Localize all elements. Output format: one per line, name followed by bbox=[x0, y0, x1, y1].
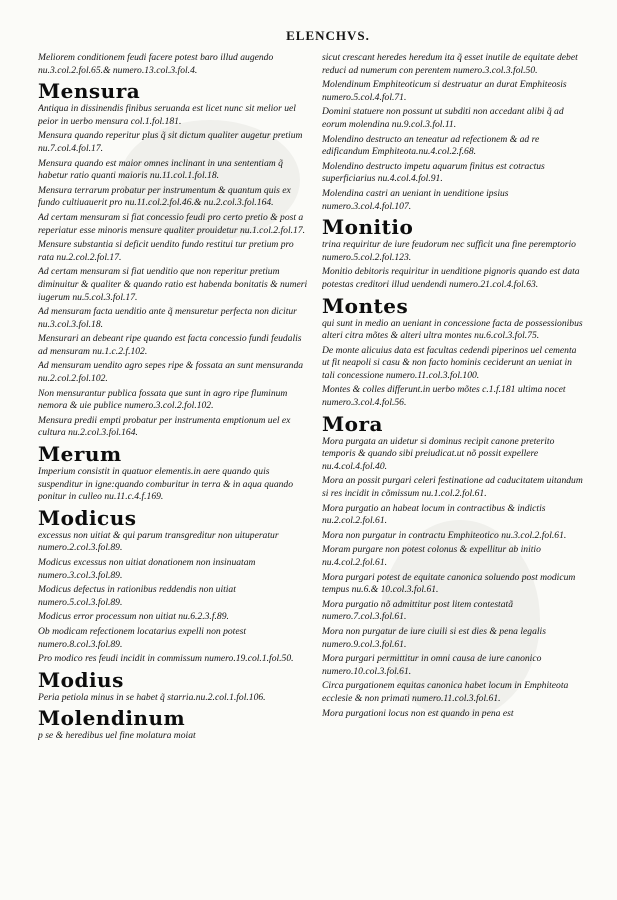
index-entry: Mensurari an debeant ripe quando est facta concessio fundi feudalis ad mensuram nu.1.c.2.f.102. bbox=[38, 333, 302, 357]
index-entry: Ob modicam refectionem locatarius expelli non potest numero.8.col.3.fol.89. bbox=[38, 625, 246, 650]
index-entry: Mora non purgatur de iure ciuili si est dies & pena legalis numero.9.col.3.fol.61. bbox=[322, 625, 546, 650]
index-entry: Mensure substantia si deficit uendito fundo restitui tur pretium pro rata nu.2.col.2.fol.17. bbox=[38, 239, 294, 263]
index-entry: Domini statuere non possunt ut subditi non accedant alibi q̃ ad eorum molendina nu.9.col.3.fol.11. bbox=[322, 106, 564, 130]
index-entry: Pro modico res feudi incidit in commissum numero.19.col.1.fol.50. bbox=[38, 653, 294, 665]
index-lemma: Modicus bbox=[38, 505, 137, 530]
index-entry: excessus non uitiat & qui parum transgreditur non uituperatur numero.2.col.3.fol.89. bbox=[38, 529, 279, 554]
right-column bbox=[322, 52, 584, 852]
index-entry: Molendino destructo an teneatur ad refectionem & ad re edificandum Emphiteota.nu.4.col.2.f.68. bbox=[322, 133, 540, 158]
index-entry: Moram purgare non potest colonus & expellitur ab initio nu.4.col.2.fol.61. bbox=[322, 544, 541, 568]
index-entry: Monitio debitoris requiritur in uenditione pignoris quando est data potestas creditori illud uendendi numero.21.col.4.fol.63. bbox=[322, 266, 580, 290]
index-entry: Meliorem conditionem feudi facere potest baro illud augendo nu.3.col.2.fol.65.& numero.13.col.3.fol.4. bbox=[38, 52, 274, 76]
index-entry: Mora purgationi locus non est quando in pena est bbox=[322, 707, 514, 719]
index-entry: Mensura predii empti probatur per instrumenta emptionum uel ex cultura nu.2.col.3.fol.164. bbox=[38, 414, 291, 439]
index-lemma: Merum bbox=[38, 442, 122, 467]
left-column bbox=[38, 52, 310, 852]
index-entry: Modicus defectus in rationibus reddendis non uitiat numero.5.col.3.fol.89. bbox=[38, 584, 236, 608]
index-entry: trina requiritur de iure feudorum nec sufficit una fine peremptorio numero.5.col.2.fol.123. bbox=[322, 239, 576, 263]
index-entry: Modicus error processum non uitiat nu.6.2.3.f.89. bbox=[38, 611, 229, 623]
index-entry: Peria petiola minus in se habet q̃ starria.nu.2.col.1.fol.106. bbox=[38, 691, 266, 703]
index-entry: Ad mensuram facta uenditio ante q̃ mensuretur perfecta non dicitur nu.3.col.3.fol.18. bbox=[38, 306, 297, 330]
index-entry: qui sunt in medio an ueniant in concessione facta de possessionibus alteri citra mõtes & alteri ultra montes nu.6.col.3.fol.75. bbox=[322, 317, 583, 342]
index-entry: Mora purgari permittitur in omni causa de iure canonico numero.10.col.3.fol.61. bbox=[322, 653, 542, 677]
index-entry: Molendino destructo impetu aquarum finitus est cotractus superficiarius nu.4.col.4.fol.91. bbox=[322, 160, 545, 185]
index-entry: Mensura quando est maior omnes inclinant in una sententiam q̃ habetur ratio quanti maioris nu.11.col.1.fol.18. bbox=[38, 157, 283, 182]
index-lemma: Mensura bbox=[38, 79, 141, 104]
index-entry: Ad certam mensuram si fiat uenditio que non reperitur pretium diminuitur & qualiter & quando ratio est habenda bonitatis & numeri iugerum nu.5.col.3.fol.17. bbox=[38, 266, 308, 303]
index-lemma: Modius bbox=[38, 667, 124, 692]
index-entry: Montes & colles differunt.in uerbo mõtes c.1.f.181 ultima nocet numero.3.col.4.fol.56. bbox=[322, 384, 566, 409]
index-entry: Modicus excessus non uitiat donationem non insinuatam numero.3.col.3.fol.89. bbox=[38, 557, 256, 581]
index-entry: p se & heredibus uel fine molatura moiat bbox=[38, 730, 196, 742]
index-entry: Mensura quando reperitur plus q̃ sit dictum qualiter augetur pretium nu.7.col.4.fol.17. bbox=[38, 130, 303, 154]
index-lemma: Monitio bbox=[322, 215, 414, 240]
index-entry: Molendinum Emphiteoticum si destruatur an durat Emphiteosis numero.5.col.4.fol.71. bbox=[322, 79, 567, 103]
index-entry: Circa purgationem equitas canonica habet locum in Emphiteota ecclesie & non primati numero.11.col.3.fol.61. bbox=[322, 680, 569, 704]
index-entry: Molendina castri an ueniant in uenditione ipsius numero.3.col.4.fol.107. bbox=[322, 187, 509, 212]
index-entry: Mora purgari potest de equitate canonica soluendo post modicum tempus nu.6.& 10.col.3.fol.61. bbox=[322, 571, 576, 596]
index-entry: Non mensurantur publica fossata que sunt in agro ripe fluminum nemora & uie publice numero.3.col.2.fol.102. bbox=[38, 387, 288, 412]
index-entry: De monte alicuius data est facultas cedendi piperinos uel cementa ut fit neapoli si casu & non facto hominis ceciderunt an ueniat in tali concessione numero.11.col.3.fol.100. bbox=[322, 344, 577, 381]
index-entry: Mensura terrarum probatur per instrumentum & quantum quis ex fundo cultiuauerit pro nu.11.col.2.fol.46.& nu.2.col.3.fol.164. bbox=[38, 184, 291, 209]
index-entry: Mora an possit purgari celeri festinatione ad caducitatem uitandum si res incidit in cõmissum nu.1.col.2.fol.61. bbox=[322, 475, 583, 500]
index-entry: sicut crescant heredes heredum ita q̃ esset inutile de equitate debet reduci ad numerum con perentem numero.3.col.3.fol.50. bbox=[322, 52, 578, 76]
index-entry: Ad mensuram uendito agro sepes ripe & fossata an sunt mensuranda nu.2.col.2.fol.102. bbox=[38, 360, 304, 385]
index-entry: Mora non purgatur in contractu Emphiteotico nu.3.col.2.fol.61. bbox=[322, 529, 567, 541]
index-lemma: Mora bbox=[322, 411, 383, 436]
index-lemma: Molendinum bbox=[38, 706, 186, 731]
index-entry: Mora purgatio nõ admittitur post litem contestatã numero.7.col.3.fol.61. bbox=[322, 598, 513, 623]
index-entry: Mora purgata an uidetur si dominus recipit canone preterito temporis & quando sibi preiudicat.ut nõ possit expellere nu.4.col.4.fol.40. bbox=[322, 435, 555, 472]
running-header: ELENCHVS. bbox=[286, 28, 370, 43]
index-lemma: Montes bbox=[322, 293, 409, 318]
index-entry: Imperium consistit in quatuor elementis.in aere quando quis suspenditur in igne:quando comburitur in terra & in aqua quando ponitur in culleo nu.11.c.4.f.169. bbox=[38, 466, 294, 503]
index-entry: Ad certam mensuram si fiat concessio feudi pro certo pretio & post a reperiatur esse minoris mensure qualiter prouidetur nu.1.col.2.fol.17. bbox=[38, 211, 306, 236]
index-entry: Mora purgatio an habeat locum in contractibus & indictis nu.2.col.2.fol.61. bbox=[322, 502, 546, 527]
index-entry: Antiqua in dissinendis finibus seruanda est licet nunc sit melior uel peior in uerbo mensura col.1.fol.181. bbox=[38, 103, 296, 127]
